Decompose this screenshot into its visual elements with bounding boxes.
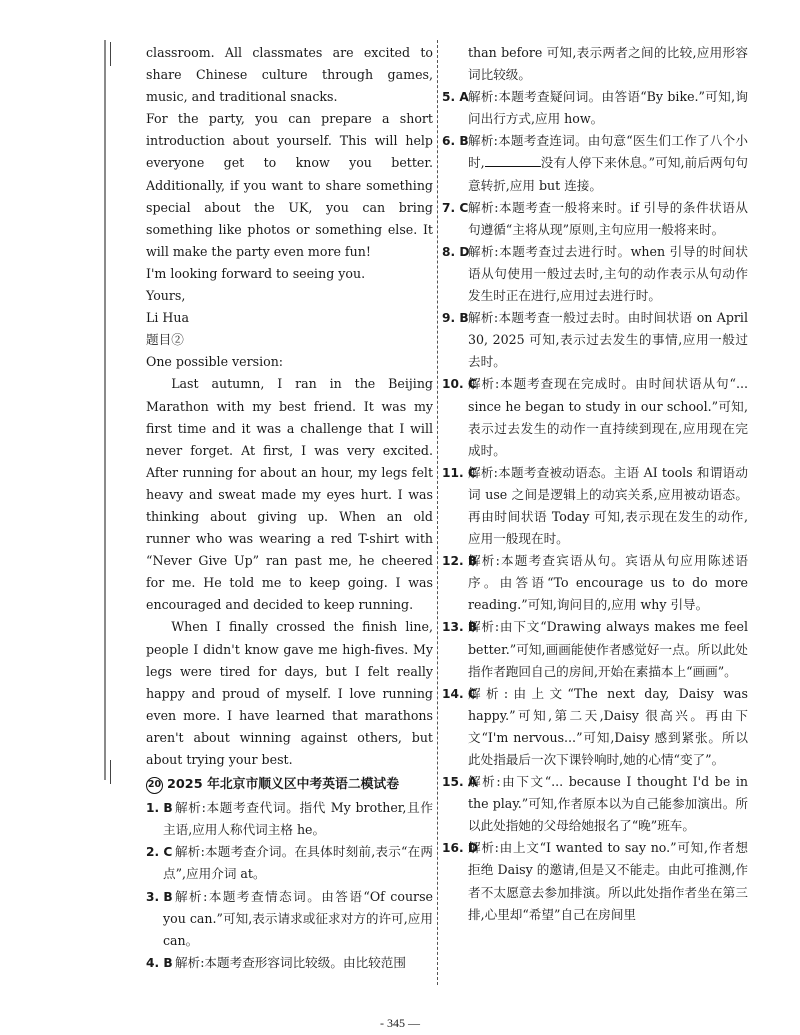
answer-explanation: 没有人停下来休息。”可知,前后两句句意转折,应用 but 连接。 bbox=[468, 155, 748, 193]
section-number-badge: 20 bbox=[146, 777, 163, 794]
answer-number: 14. C bbox=[442, 686, 477, 701]
answer-item bbox=[442, 616, 748, 682]
answer-number: 3. B bbox=[146, 889, 173, 904]
answer-number: 10. C bbox=[442, 377, 477, 392]
answer-number: 7. C bbox=[442, 200, 469, 215]
answer-explanation: 解析:本题考查疑问词。由答语“By bike.”可知,询问出行方式,应用 how。 bbox=[468, 89, 748, 127]
answer-item bbox=[442, 683, 748, 771]
answer-number: 15. A bbox=[442, 775, 478, 790]
margin-tick-mark bbox=[110, 42, 111, 66]
section-heading bbox=[146, 774, 433, 796]
answer-explanation: 解析:由下文“... because I thought I'd be in the play.”可知,作者原本以为自己能参加演出。所以此处指她的父母给她报名了“晚”班车。 bbox=[468, 774, 748, 834]
answer-item bbox=[442, 771, 748, 837]
answer-number: 8. D bbox=[442, 244, 470, 259]
answer-number: 9. B bbox=[442, 311, 469, 326]
binding-margin-line bbox=[104, 40, 106, 780]
answer-number: 11. C bbox=[442, 465, 477, 480]
answer-item bbox=[442, 373, 748, 461]
answer-explanation: 解析:本题考查连词。由句意“医生们工作了八个小时, bbox=[468, 133, 748, 171]
essay-paragraph: When I finally crossed the finish line, people I didn't know gave me high-fives. My legs were tired for days, but I felt really happy and proud of myself. I love running even more. I have learned that marathons aren't about winning against others, but about trying your best. bbox=[146, 619, 433, 767]
answer-number: 4. B bbox=[146, 955, 173, 970]
answer-item bbox=[442, 462, 748, 550]
answer-explanation: 解析:本题考查代词。指代 My brother,且作主语,应用人称代词主格 he。 bbox=[163, 800, 433, 838]
left-column bbox=[146, 42, 433, 974]
answer-number: 12. B bbox=[442, 554, 478, 569]
page-number: - 345 — bbox=[380, 1016, 420, 1030]
answer-number: 5. A bbox=[442, 90, 469, 105]
answer-item bbox=[442, 307, 748, 373]
fill-blank-line bbox=[485, 154, 541, 167]
answer-explanation: 解析:由上文“The next day, Daisy was happy.”可知,第二天,Daisy 很高兴。再由下文“I'm nervous...”可知,Daisy 感到紧张。所以此处指最后一次下课铃响时,她的心情“变了”。 bbox=[468, 685, 748, 767]
answer-explanation: 解析:本题考查现在完成时。由时间状语从句“... since he began to study in our school.”可知,表示过去发生的动作一直持续到现在,应用现在完成时。 bbox=[468, 376, 748, 458]
answer-item bbox=[442, 86, 748, 130]
answer-explanation: 解析:本题考查介词。在具体时刻前,表示“在两点”,应用介词 at。 bbox=[163, 844, 433, 882]
answer-explanation: 解析:本题考查形容词比较级。由比较范围 bbox=[175, 954, 406, 970]
letter-signature: Li Hua bbox=[146, 310, 189, 326]
answer-number: 6. B bbox=[442, 134, 469, 149]
right-column bbox=[442, 42, 748, 926]
answer-item bbox=[442, 197, 748, 241]
answer-item bbox=[146, 841, 433, 885]
section-title: 2025 年北京市顺义区中考英语二模试卷 bbox=[167, 777, 400, 793]
task-label: 题目② bbox=[146, 332, 184, 348]
column-divider bbox=[437, 40, 438, 985]
possible-version-label: One possible version: bbox=[146, 354, 284, 370]
answer-number: 13. B bbox=[442, 620, 478, 635]
answer-explanation: 解析:本题考查一般将来时。if 引导的条件状语从句遵循“主将从现”原则,主句应用一般将来时。 bbox=[468, 199, 748, 237]
continued-explanation: than before 可知,表示两者之间的比较,应用形容词比较级。 bbox=[468, 45, 748, 83]
answer-number: 1. B bbox=[146, 801, 173, 816]
answer-explanation: 解析:本题考查宾语从句。宾语从句应用陈述语序。由答语“To encourage us to do more reading.”可知,询问目的,应用 why 引导。 bbox=[468, 553, 748, 613]
letter-closing: Yours, bbox=[146, 288, 186, 304]
letter-paragraph: For the party, you can prepare a short introduction about yourself. This will help everyone get to know you better. Additionally, if you want to share something special about the UK, you can bring something like photos or something else. It will make the party even more fun! bbox=[146, 111, 433, 259]
answer-item bbox=[442, 837, 748, 925]
answer-item bbox=[146, 886, 433, 952]
answer-explanation: 解析:本题考查过去进行时。when 引导的时间状语从句使用一般过去时,主句的动作表示从句动作发生时正在进行,应用过去进行时。 bbox=[468, 243, 748, 304]
answer-explanation: 解析:本题考查被动语态。主语 AI tools 和谓语动词 use 之间是逻辑上的动宾关系,应用被动语态。再由时间状语 Today 可知,表示现在发生的动作,应用一般现在时。 bbox=[468, 464, 748, 547]
answer-item bbox=[146, 952, 433, 974]
letter-paragraph: I'm looking forward to seeing you. bbox=[146, 265, 366, 281]
answer-explanation: 解析:本题考查情态词。由答语“Of course you can.”可知,表示请求或征求对方的许可,应用 can。 bbox=[163, 888, 433, 948]
answer-explanation: 解析:由下文“Drawing always makes me feel better.”可知,画画能使作者感觉好一点。所以此处指作者跑回自己的房间,开始在素描本上“画画”。 bbox=[468, 619, 748, 679]
margin-tick-mark bbox=[110, 760, 111, 784]
answer-explanation: 解析:由上文“I wanted to say no.”可知,作者想拒绝 Daisy 的邀请,但是又不能走。由此可推测,作者不太愿意去参加排演。所以此处指作者坐在第三排,心里却“希望”自己在房间里 bbox=[468, 840, 748, 922]
answer-item bbox=[146, 797, 433, 841]
answer-explanation: 解析:本题考查一般过去时。由时间状语 on April 30, 2025 可知,表示过去发生的事情,应用一般过去时。 bbox=[468, 310, 748, 370]
essay-paragraph: Last autumn, I ran in the Beijing Marathon with my best friend. It was my first time and it was a challenge that I will never forget. At first, I was very excited. After running for about an hour, my legs felt heavy and sweat made my eyes hurt. I was thinking about giving up. When an old runner who was wearing a red T-shirt with “Never Give Up” ran past me, he cheered for me. He told me to keep going. I was encouraged and decided to keep running. bbox=[146, 376, 433, 613]
answer-item bbox=[442, 241, 748, 307]
answer-number: 16. D bbox=[442, 841, 478, 856]
answer-item bbox=[442, 130, 748, 196]
letter-paragraph: classroom. All classmates are excited to share Chinese culture through games, music, and traditional snacks. bbox=[146, 45, 433, 105]
answer-number: 2. C bbox=[146, 845, 173, 860]
answer-item bbox=[442, 550, 748, 616]
